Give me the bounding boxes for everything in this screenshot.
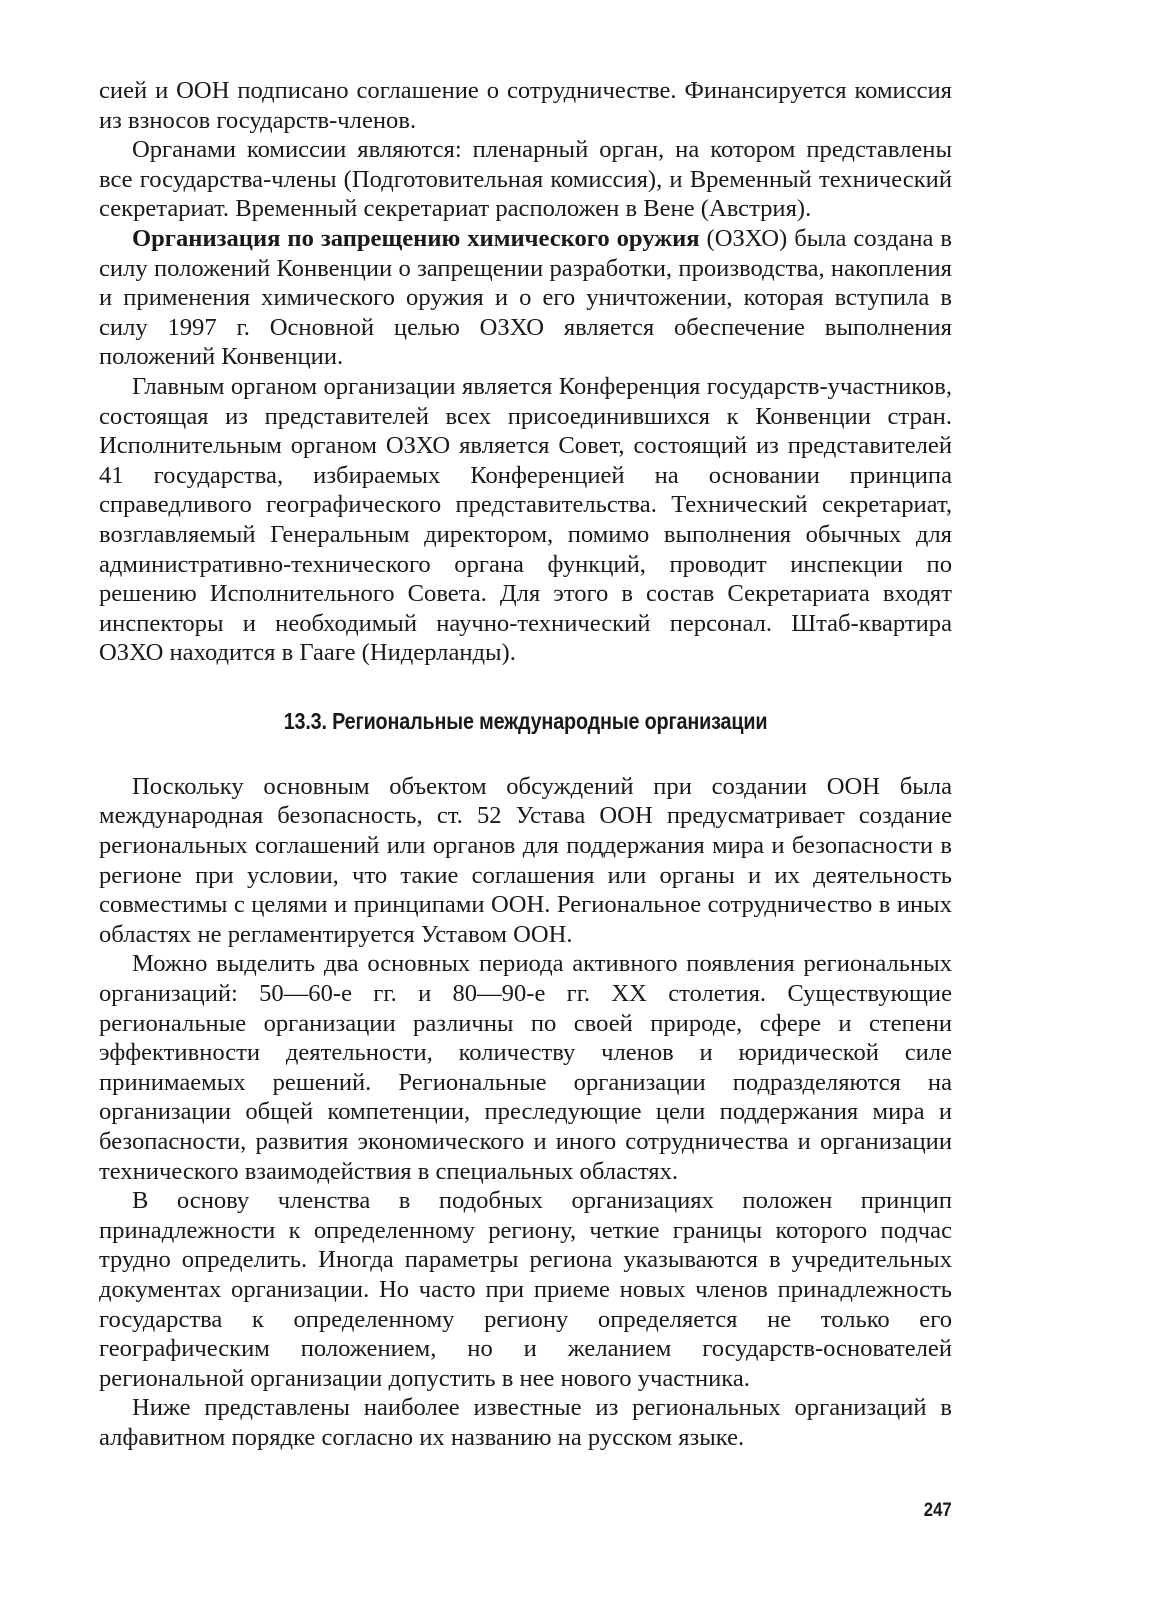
section-title: 13.3. Региональные международные организации bbox=[283, 707, 768, 734]
paragraph-continuation: сией и ООН подписано соглашение о сотрудничестве. Финансируется комиссия из взносов государств-членов. bbox=[99, 77, 952, 134]
paragraph-membership: В основу членства в подобных организациях положен принцип принадлежности к определенному региону, четкие границы которого подчас трудно определить. Иногда параметры региона указываются в учредительных документах организации. Но часто при приеме новых членов принадлежность государства к определенному региону определяется не только его географическим положением, но и желанием государств-основателей региональной организации допустить в нее нового участника. bbox=[99, 1187, 952, 1392]
opcw-description: (ОЗХО) была создана в силу положений Конвенции о запрещении разработки, производства, накопления и применения химического оружия и о его уничтожении, которая вступила в силу 1997 г. Основной целью ОЗХО является обеспечение выполнения положений Конвенции. bbox=[99, 224, 952, 371]
paragraph-commission-organs: Органами комиссии являются: пленарный орган, на котором представлены все государства-члены (Подготовительная комиссия), и Временный технический секретариат. Временный секретариат расположен в Вене (Австрия). bbox=[99, 136, 952, 223]
page-body bbox=[99, 76, 952, 1453]
opcw-name-bold: Организация по запрещению химического оружия bbox=[132, 224, 700, 252]
paragraph-regional-periods: Можно выделить два основных периода активного появления региональных организаций: 50—60-е гг. и 80—90-е гг. XX столетия. Существующие региональные организации различны по своей природе, сфере и степени эффективности деятельности, количеству членов и юридической силе принимаемых решений. Региональные организации подразделяются на организации общей компетенции, преследующие цели поддержания мира и безопасности, развития экономического и иного сотрудничества и организации технического взаимодействия в специальных областях. bbox=[99, 950, 952, 1185]
paragraph-opcw-organs: Главным органом организации является Конференция государств-участников, состоящая из представителей всех присоединившихся к Конвенции стран. Исполнительным органом ОЗХО является Совет, состоящий из представителей 41 государства, избираемых Конференцией на основании принципа справедливого географического представительства. Технический секретариат, возглавляемый Генеральным директором, помимо выполнения обычных для административно-технического органа функций, проводит инспекции по решению Исполнительного Совета. Для этого в состав Секретариата входят инспекторы и необходимый научно-технический персонал. Штаб-квартира ОЗХО находится в Гааге (Нидерланды). bbox=[99, 372, 952, 667]
page-number: 247 bbox=[924, 1500, 952, 1521]
paragraph-list-intro: Ниже представлены наиболее известные из региональных организаций в алфавитном порядке согласно их названию на русском языке. bbox=[99, 1394, 952, 1451]
paragraph-regional-security: Поскольку основным объектом обсуждений при создании ООН была международная безопасность, ст. 52 Устава ООН предусматривает создание региональных соглашений или органов для поддержания мира и безопасности в регионе при условии, что такие соглашения или органы и их деятельность совместимы с целями и принципами ООН. Региональное сотрудничество в иных областях не регламентируется Уставом ООН. bbox=[99, 772, 952, 948]
paragraph-opcw bbox=[99, 224, 952, 372]
